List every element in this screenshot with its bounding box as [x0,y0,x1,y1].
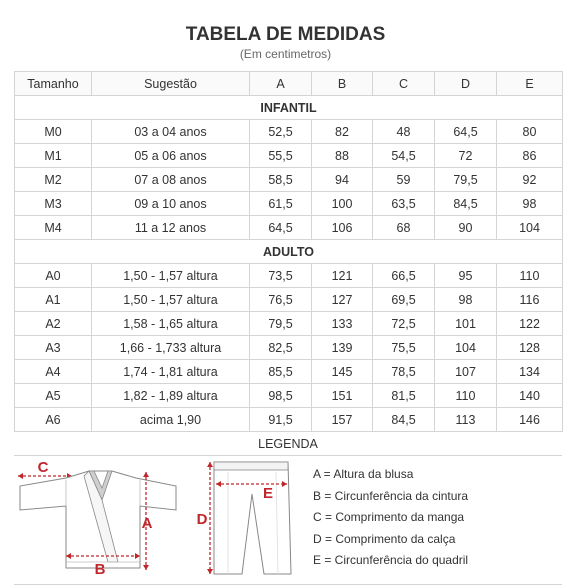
table-cell: 90 [435,216,497,240]
table-cell: 09 a 10 anos [92,192,250,216]
table-cell: 121 [312,264,373,288]
label-d: D [196,511,208,528]
table-cell: 80 [497,120,563,144]
table-cell: A1 [15,288,92,312]
table-cell: 69,5 [373,288,435,312]
table-row [15,216,563,240]
table-cell: 92 [497,168,563,192]
table-cell: 55,5 [250,144,312,168]
table-cell: 73,5 [250,264,312,288]
table-cell: A5 [15,384,92,408]
table-cell: 1,66 - 1,733 altura [92,336,250,360]
table-row [15,192,563,216]
table-row [15,264,563,288]
table-cell: 107 [435,360,497,384]
measure-a-arrow-top [143,472,149,477]
label-a: A [141,515,153,532]
table-cell: 1,58 - 1,65 altura [92,312,250,336]
table-cell: 100 [312,192,373,216]
table-cell: 104 [497,216,563,240]
table-row [15,408,563,432]
page-subtitle: (Em centimetros) [239,47,332,61]
table-row [15,288,563,312]
kimono-jacket-diagram [14,458,189,582]
measure-d-arrow-top [207,462,213,467]
table-cell: 11 a 12 anos [92,216,250,240]
table-cell: 84,5 [373,408,435,432]
legend-item: D = Comprimento da calça [313,531,456,546]
table-cell: A0 [15,264,92,288]
table-cell: 54,5 [373,144,435,168]
column-header: E [497,72,563,96]
column-header: C [373,72,435,96]
table-cell: 85,5 [250,360,312,384]
table-cell: 61,5 [250,192,312,216]
table-row [15,360,563,384]
table-row [15,120,563,144]
table-cell: A4 [15,360,92,384]
table-cell: M3 [15,192,92,216]
table-cell: 157 [312,408,373,432]
table-cell: 98 [497,192,563,216]
table-cell: 03 a 04 anos [92,120,250,144]
table-cell: 146 [497,408,563,432]
table-cell: 07 a 08 anos [92,168,250,192]
label-b: B [94,561,106,578]
column-header: Sugestão [92,72,250,96]
table-cell: 151 [312,384,373,408]
label-e: E [262,485,274,502]
table-cell: 110 [497,264,563,288]
table-row [15,384,563,408]
table-cell: A6 [15,408,92,432]
table-cell: 106 [312,216,373,240]
table-cell: 59 [373,168,435,192]
table-cell: 68 [373,216,435,240]
table-row [15,144,563,168]
legend-list [313,464,468,572]
table-cell: 91,5 [250,408,312,432]
table-cell: 86 [497,144,563,168]
table-cell: 81,5 [373,384,435,408]
table-cell: 116 [497,288,563,312]
table-cell: 104 [435,336,497,360]
table-cell: 98 [435,288,497,312]
section-row [15,96,563,120]
table-cell: 122 [497,312,563,336]
column-header: B [312,72,373,96]
table-cell: M1 [15,144,92,168]
measure-a-arrow-bottom [143,565,149,570]
table-cell: 78,5 [373,360,435,384]
table-row [15,336,563,360]
kimono-pants-diagram [192,458,302,582]
table-cell: 79,5 [250,312,312,336]
table-cell: M4 [15,216,92,240]
table-cell: 145 [312,360,373,384]
table-cell: 110 [435,384,497,408]
table-cell: 98,5 [250,384,312,408]
section-row [15,240,563,264]
table-cell: M2 [15,168,92,192]
legend-item: C = Comprimento da manga [313,510,465,524]
table-cell: 75,5 [373,336,435,360]
legend-title: LEGENDA [14,431,562,456]
table-cell: 84,5 [435,192,497,216]
table-cell: 66,5 [373,264,435,288]
table-cell: 05 a 06 anos [92,144,250,168]
measure-d-arrow-bottom [207,569,213,574]
column-header: D [435,72,497,96]
table-cell: A3 [15,336,92,360]
table-row [15,312,563,336]
table-cell: 1,50 - 1,57 altura [92,264,250,288]
measure-c-arrow-left [18,473,23,479]
table-cell: 94 [312,168,373,192]
pants-outline [214,462,291,574]
table-cell: 113 [435,408,497,432]
table-cell: 76,5 [250,288,312,312]
section-title: INFANTIL [15,96,563,120]
table-cell: M0 [15,120,92,144]
table-cell: 63,5 [373,192,435,216]
legend-item: A = Altura da blusa [313,467,414,481]
table-cell: 79,5 [435,168,497,192]
table-cell: 88 [312,144,373,168]
table-cell: 52,5 [250,120,312,144]
table-cell: 127 [312,288,373,312]
table-cell: 1,74 - 1,81 altura [92,360,250,384]
table-cell: 64,5 [250,216,312,240]
legend-item: B = Circunferência da cintura [313,488,469,503]
table-row [15,168,563,192]
table-cell: 139 [312,336,373,360]
label-c: C [37,459,49,476]
table-cell: 72,5 [373,312,435,336]
table-cell: 64,5 [435,120,497,144]
pants-waistband [214,462,288,470]
table-cell: 140 [497,384,563,408]
table-cell: 1,50 - 1,57 altura [92,288,250,312]
table-cell: 134 [497,360,563,384]
table-cell: 72 [435,144,497,168]
table-cell: 82 [312,120,373,144]
table-header-row [15,72,563,96]
section-title: ADULTO [15,240,563,264]
column-header: A [250,72,312,96]
table-cell: A2 [15,312,92,336]
page-title: TABELA DE MEDIDAS [185,24,386,45]
table-cell: 101 [435,312,497,336]
legend-item: E = Circunferência do quadril [313,553,469,567]
table-cell: acima 1,90 [92,408,250,432]
size-table [14,71,563,432]
table-cell: 82,5 [250,336,312,360]
table-cell: 128 [497,336,563,360]
column-header: Tamanho [15,72,92,96]
table-cell: 48 [373,120,435,144]
table-cell: 1,82 - 1,89 altura [92,384,250,408]
table-cell: 58,5 [250,168,312,192]
table-cell: 95 [435,264,497,288]
table-cell: 133 [312,312,373,336]
